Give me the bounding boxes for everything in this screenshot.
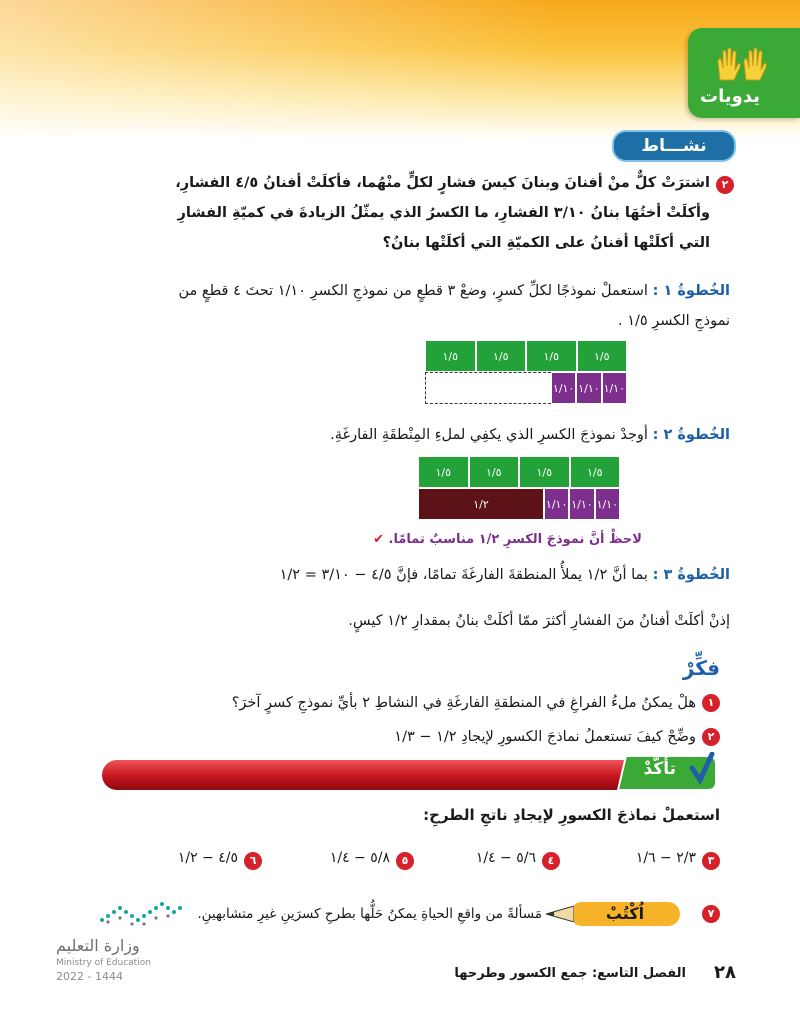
- half-piece: ١/٢: [418, 488, 544, 520]
- ministry-name-ar: وزارة التعليم: [56, 936, 140, 955]
- step2-text: أوجدْ نموذجَ الكسرِ الذي يكفِي لملءِ المِنْطقَةِ الفارغَةِ.: [330, 427, 648, 443]
- tenth-piece: ١/١٠: [544, 488, 569, 520]
- tenth-piece: ١/١٠: [602, 372, 627, 404]
- fifth-piece: ١/٥: [425, 340, 476, 372]
- step3: [150, 560, 730, 590]
- tenth-piece: ١/١٠: [569, 488, 594, 520]
- tenths-row: [425, 372, 627, 404]
- tenth-piece: ١/١٠: [576, 372, 601, 404]
- hands-icon: [712, 44, 772, 84]
- problem-number-badge: ٢: [716, 176, 734, 194]
- fifth-piece: ١/٥: [570, 456, 621, 488]
- exercise-expression: ٤/٥ − ١/٢: [177, 850, 238, 866]
- think-item-number: ١: [702, 694, 720, 712]
- write-title: اُكْتُبْ: [570, 902, 680, 926]
- fifths-row: [418, 456, 620, 488]
- chapter-title: الفصل التاسع: جمع الكسور وطرحها: [454, 966, 686, 981]
- fifth-piece: ١/٥: [577, 340, 628, 372]
- step3-label: الخُطوةُ ٣ :: [652, 567, 730, 583]
- step3-text: بما أنَّ ١/٢ يملأُ المنطقةَ الفارغَةَ تمامًا، فإنَّ ٤/٥ − ٣/١٠ = ١/٢: [279, 567, 648, 583]
- check-title: تأكَّدْ: [643, 759, 676, 779]
- fifth-piece: ١/٥: [526, 340, 577, 372]
- exercise-number: ٥: [396, 852, 414, 870]
- fifth-piece: ١/٥: [519, 456, 570, 488]
- check-mark-icon: ✔: [373, 532, 385, 547]
- exercise-expression: ٥/٦ − ١/٤: [475, 850, 536, 866]
- step1-label: الخُطوةُ ١ :: [652, 283, 730, 299]
- tenth-piece: ١/١٠: [551, 372, 576, 404]
- exercise-number: ٦: [244, 852, 262, 870]
- pencil-tip-icon: [546, 906, 574, 922]
- edition-year: 2022 - 1444: [56, 970, 123, 983]
- write-number: ٧: [702, 905, 720, 923]
- conclusion: إذنْ أكلَتْ أفنانُ منَ الفشارِ أكثرَ ممّا أكلَتْ بنانُ بمقدارِ ١/٢ كيسٍ.: [348, 613, 730, 629]
- problem-text: اشترَتْ كلٌّ منْ أفنانَ وبنانَ كيسَ فشارٍ لكلٍّ منْهُما، فأكلَتْ أفنانُ ٤/٥ الفشارِ، وأكلَتْ أختُهَا بنانُ ٣/١٠ الفشارِ، ما الكسرُ الذي يمثّلُ الزيادةَ في كميّةِ الفشارِ التي أكلَتْها أفنانُ على الكميّةِ التي أكلَتْها بنانُ؟: [175, 175, 710, 251]
- write-text: مَسألةً من واقعِ الحياةِ يمكنُ حَلُّها بطرحِ كسرَينِ غيرِ متشابهينِ.: [197, 906, 542, 922]
- check-instruction: استعملْ نماذجَ الكسورِ لإيجادِ ناتجِ الطرحِ:: [423, 806, 720, 824]
- fifth-piece: ١/٥: [418, 456, 469, 488]
- page-number: ٢٨: [714, 962, 736, 983]
- step1: [150, 276, 730, 336]
- exercise-expression: ٥/٨ − ١/٤: [329, 850, 390, 866]
- exercise-expression: ٢/٣ − ١/٦: [635, 850, 696, 866]
- step2-model: [418, 456, 620, 520]
- step1-text: استعملْ نموذجًا لكلِّ كسرٍ، وضعْ ٣ قطعٍ من نموذجِ الكسرِ ١/١٠ تحتَ ٤ قطعٍ من نموذجِ الكسرِ ١/٥ .: [178, 283, 730, 329]
- tenth-piece: ١/١٠: [595, 488, 620, 520]
- exercise-number: ٣: [702, 852, 720, 870]
- fifth-piece: ١/٥: [469, 456, 520, 488]
- ministry-logo-icon: [96, 898, 188, 928]
- step2-label: الخُطوةُ ٢ :: [652, 427, 730, 443]
- think-item: هلْ يمكنُ ملءُ الفراغِ في المنطقةِ الفارغَةِ في النشاطِ ٢ بأيِّ نموذجِ كسرٍ آخرَ؟: [231, 695, 696, 711]
- manipulatives-tab-label: يدويات: [700, 86, 760, 107]
- step2: [150, 420, 730, 450]
- fifths-row: [425, 340, 627, 372]
- empty-region: [425, 372, 551, 404]
- ministry-name-en: Ministry of Education: [56, 958, 151, 968]
- note-text: لاحظْ أنَّ نموذجَ الكسرِ ١/٢ مناسبٌ تمامًا.: [388, 532, 642, 547]
- exercise-number: ٤: [542, 852, 560, 870]
- header-banner-fade: [0, 0, 560, 140]
- think-title: فكِّرْ: [682, 656, 720, 680]
- note: [330, 532, 642, 547]
- step1-model: [425, 340, 627, 404]
- think-item-number: ٢: [702, 728, 720, 746]
- think-item: وضِّحْ كيفَ تستعملُ نماذجَ الكسورِ لإيجادِ ١/٢ − ١/٣: [394, 729, 696, 745]
- fifth-piece: ١/٥: [476, 340, 527, 372]
- half-tenths-row: [418, 488, 620, 520]
- activity-label: نشـــاط: [612, 130, 736, 162]
